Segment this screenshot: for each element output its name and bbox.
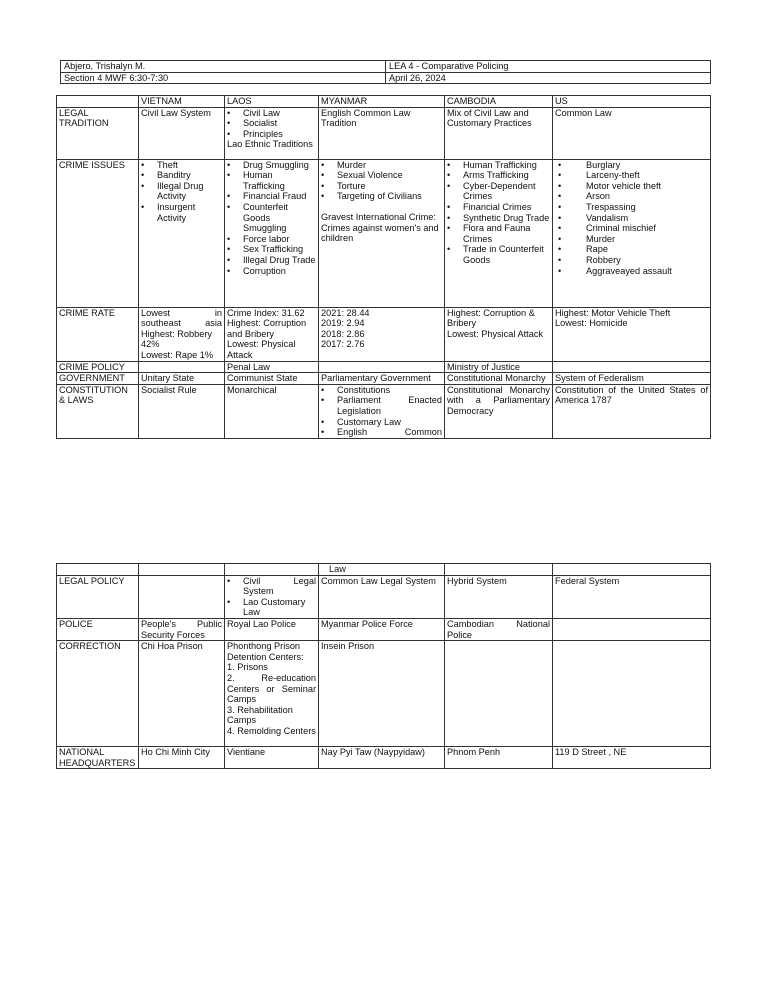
table-cell xyxy=(553,641,711,747)
list-item: • Synthetic Drug Trade xyxy=(447,213,550,224)
table-cell: Hybrid System xyxy=(445,575,553,618)
table-cell: 119 D Street , NE xyxy=(553,747,711,769)
list-item: • Cyber-Dependent Crimes xyxy=(447,181,550,202)
list-item: • Sexual Violence xyxy=(321,170,442,181)
list-item: • Murder xyxy=(321,160,442,171)
header-table xyxy=(60,60,711,84)
list-item: • Financial Crimes xyxy=(447,202,550,213)
table-cell xyxy=(553,618,711,640)
section-schedule: Section 4 MWF 6:30-7:30 xyxy=(61,72,386,84)
table-row xyxy=(57,641,711,747)
table-cell: Communist State xyxy=(225,373,319,385)
table-row xyxy=(57,575,711,618)
list-item: • Theft xyxy=(141,160,222,171)
cell-line: Phonthong Prison xyxy=(227,641,301,652)
list-item: • Arms Trafficking xyxy=(447,170,550,181)
row-label: LEGAL TRADITION xyxy=(57,107,139,159)
cell-line: Lowest: Physical Attack xyxy=(447,328,544,339)
table-row xyxy=(57,747,711,769)
list-item: • Rape xyxy=(558,244,708,255)
table-cell: Constitutional Monarchy xyxy=(445,373,553,385)
row-label: LEGAL POLICY xyxy=(57,575,139,618)
cell-line: 2017: 2.76 xyxy=(321,339,365,350)
table-cell: Federal System xyxy=(553,575,711,618)
list-item: • Robbery xyxy=(558,255,708,266)
table-cell xyxy=(225,107,319,159)
list-item: • Principles xyxy=(227,129,316,140)
table-cell xyxy=(139,564,225,576)
table-cell xyxy=(225,159,319,307)
cell-line: 4. Remolding Centers xyxy=(227,725,316,736)
bullet-list xyxy=(141,160,222,224)
list-item: • Targeting of Civilians xyxy=(321,191,442,202)
bullet-list xyxy=(321,160,442,202)
list-item: • Illegal Drug Activity xyxy=(141,181,222,202)
cell-line: Highest: Motor Vehicle Theft xyxy=(555,307,671,318)
cell-line: Highest: Corruption and Bribery xyxy=(227,318,307,339)
cell-line: Highest: Corruption & Bribery xyxy=(447,307,535,329)
table-cell xyxy=(553,564,711,576)
table-cell: Common Law Legal System xyxy=(319,575,445,618)
list-item: • Arson xyxy=(558,191,708,202)
table-cell xyxy=(445,641,553,747)
table-cell xyxy=(225,564,319,576)
list-item: • Motor vehicle theft xyxy=(558,181,708,192)
table-cell: Nay Pyi Taw (Naypyidaw) xyxy=(319,747,445,769)
table-cell: Law xyxy=(319,564,445,576)
table-row xyxy=(57,618,711,640)
list-item: • Banditry xyxy=(141,170,222,181)
cell-line: 2018: 2.86 xyxy=(321,328,365,339)
cell-line: 1. Prisons xyxy=(227,662,268,673)
cell-line: Highest: Robbery 42% xyxy=(141,328,212,350)
column-header: US xyxy=(553,96,711,108)
table-cell: Constitutional Monarchy with a Parliamentary Democracy xyxy=(445,384,553,438)
table-cell xyxy=(445,159,553,307)
table-cell xyxy=(319,384,445,438)
cell-line: Lowest: Rape 1% xyxy=(141,349,214,360)
table-cell: English Common Law Tradition xyxy=(319,107,445,159)
list-item: • Murder xyxy=(558,234,708,245)
column-header: CAMBODIA xyxy=(445,96,553,108)
cell-line: Crime Index: 31.62 xyxy=(227,307,305,318)
table-cell: Cambodian National Police xyxy=(445,618,553,640)
submission-date: April 26, 2024 xyxy=(386,72,711,84)
list-item: • Counterfeit Goods Smuggling xyxy=(227,202,316,234)
table-row xyxy=(57,373,711,385)
row-label: POLICE xyxy=(57,618,139,640)
cell-line: Detention Centers: xyxy=(227,651,304,662)
table-cell xyxy=(225,641,319,747)
comparison-table xyxy=(56,95,711,439)
list-item: • Burglary xyxy=(558,160,708,171)
cell-note: Gravest International Crime: Crimes against women's and children xyxy=(321,211,439,244)
bullet-list xyxy=(447,160,550,266)
cell-line: Lowest: Physical Attack xyxy=(227,339,296,360)
list-item: • Trade in Counterfeit Goods xyxy=(447,244,550,265)
table-cell: Royal Lao Police xyxy=(225,618,319,640)
table-cell xyxy=(139,307,225,361)
table-cell xyxy=(319,307,445,361)
row-label: GOVERNMENT xyxy=(57,373,139,385)
table-cell: Ho Chi Minh City xyxy=(139,747,225,769)
table-cell: Insein Prison xyxy=(319,641,445,747)
table-cell: System of Federalism xyxy=(553,373,711,385)
column-header: VIETNAM xyxy=(139,96,225,108)
row-label: CRIME POLICY xyxy=(57,361,139,373)
table-cell xyxy=(445,564,553,576)
table-cell xyxy=(445,307,553,361)
list-item: • Customary Law xyxy=(321,417,442,428)
list-item: • English Common xyxy=(321,427,442,438)
list-item: • Flora and Fauna Crimes xyxy=(447,223,550,244)
list-item: • Human Trafficking xyxy=(447,160,550,171)
course-title: LEA 4 - Comparative Policing xyxy=(386,61,711,73)
bullet-list xyxy=(227,160,316,277)
table-cell xyxy=(553,361,711,373)
list-item: • Vandalism xyxy=(558,213,708,224)
column-header: MYANMAR xyxy=(319,96,445,108)
list-item: • Constitutions xyxy=(321,385,442,396)
cell-line: 3. Rehabilitation Camps xyxy=(227,704,293,726)
header-row xyxy=(61,61,711,73)
list-item: • Parliament Enacted Legislation xyxy=(321,395,442,416)
row-label: CRIME RATE xyxy=(57,307,139,361)
table-cell xyxy=(139,575,225,618)
cell-text: Lao Ethnic Traditions xyxy=(227,139,313,150)
column-header xyxy=(57,96,139,108)
table-cell xyxy=(225,307,319,361)
list-item: • Lao Customary Law xyxy=(227,597,316,618)
column-header: LAOS xyxy=(225,96,319,108)
comparison-table-continued xyxy=(56,563,711,769)
table-row xyxy=(57,107,711,159)
cell-line: Lowest: Homicide xyxy=(555,318,628,329)
list-item: • Drug Smuggling xyxy=(227,160,316,171)
list-item: • Civil Law xyxy=(227,108,316,119)
table-cell: Myanmar Police Force xyxy=(319,618,445,640)
list-item: • Force labor xyxy=(227,234,316,245)
table-cell: Constitution of the United States of America 1787 xyxy=(553,384,711,438)
bullet-list xyxy=(227,108,316,140)
list-item: • Corruption xyxy=(227,266,316,277)
table-cell: Penal Law xyxy=(225,361,319,373)
row-label: CORRECTION xyxy=(57,641,139,747)
list-item: • Financial Fraud xyxy=(227,191,316,202)
table-row xyxy=(57,159,711,307)
cell-line: 2021: 28.44 xyxy=(321,307,370,318)
list-item: • Criminal mischief xyxy=(558,223,708,234)
table-cell: Unitary State xyxy=(139,373,225,385)
row-label: CONSTITUTION & LAWS xyxy=(57,384,139,438)
table-cell: Vientiane xyxy=(225,747,319,769)
table-row xyxy=(57,307,711,361)
list-item: • Insurgent Activity xyxy=(141,202,222,223)
bullet-list xyxy=(321,385,442,438)
table-cell xyxy=(139,159,225,307)
list-item: • Illegal Drug Trade xyxy=(227,255,316,266)
table-cell: Civil Law System xyxy=(139,107,225,159)
table-cell xyxy=(553,159,711,307)
table-cell xyxy=(553,307,711,361)
cell-line: 2. Re-education Centers or Seminar Camps xyxy=(227,672,316,705)
table-cell: Socialist Rule xyxy=(139,384,225,438)
bullet-list xyxy=(555,160,708,277)
table-cell xyxy=(319,361,445,373)
table-cell xyxy=(57,564,139,576)
list-item: • Trespassing xyxy=(558,202,708,213)
table-cell: Monarchical xyxy=(225,384,319,438)
table-row xyxy=(57,361,711,373)
list-item: • Socialist xyxy=(227,118,316,129)
list-item: • Sex Trafficking xyxy=(227,244,316,255)
table-cell: Parliamentary Government xyxy=(319,373,445,385)
row-label: NATIONAL HEADQUARTERS xyxy=(57,747,139,769)
table-cell: Common Law xyxy=(553,107,711,159)
list-item: • Civil Legal System xyxy=(227,576,316,597)
table-cell: Chi Hoa Prison xyxy=(139,641,225,747)
table-row xyxy=(57,564,711,576)
student-name: Abjero, Trishalyn M. xyxy=(61,61,386,73)
list-item: • Aggraveayed assault xyxy=(558,266,708,277)
header-row xyxy=(61,72,711,84)
cell-line: Lowest in southeast asia xyxy=(141,307,222,329)
row-label: CRIME ISSUES xyxy=(57,159,139,307)
list-item: • Human Trafficking xyxy=(227,170,316,191)
table-cell: Ministry of Justice xyxy=(445,361,553,373)
table-cell: Mix of Civil Law and Customary Practices xyxy=(445,107,553,159)
table-cell xyxy=(139,361,225,373)
list-item: • Torture xyxy=(321,181,442,192)
table-row xyxy=(57,384,711,438)
table-cell xyxy=(319,159,445,307)
table-cell: People's Public Security Forces xyxy=(139,618,225,640)
cell-line: 2019: 2.94 xyxy=(321,318,365,329)
bullet-list xyxy=(227,576,316,618)
table-cell: Phnom Penh xyxy=(445,747,553,769)
list-item: • Larceny-theft xyxy=(558,170,708,181)
table-cell xyxy=(225,575,319,618)
table-header-row xyxy=(57,96,711,108)
